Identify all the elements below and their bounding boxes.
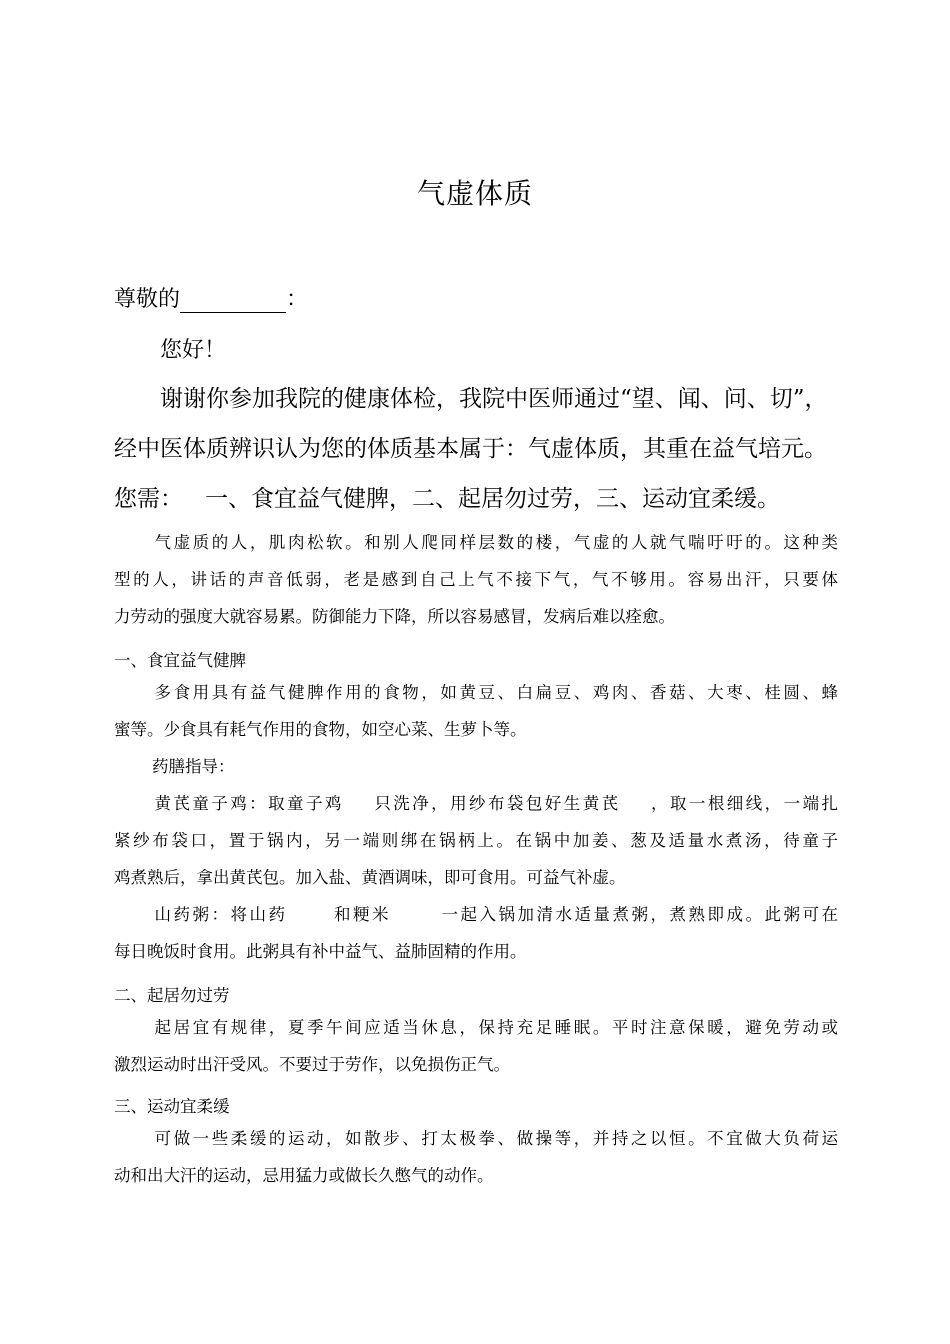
salutation-suffix: ：	[286, 287, 309, 312]
description-paragraph: 气虚质的人，肌肉松软。和别人爬同样层数的楼，气虚的人就气喘吁吁的。这种类 型的人，讲话的声音低弱，老是感到自己上气不接下气，气不够用。容易出汗，只要体 力劳动的强度大就容易累。防御能力下降，所以容易感冒，发病后难以痊愈。	[114, 533, 838, 626]
recipe-chicken: 黄芪童子鸡：取童子鸡 只洗净，用纱布袋包好生黄芪 ，取一根细线，一端扎 紧纱布袋口，置于锅内，另一端则绑在锅柄上。在锅中加姜、葱及适量水煮汤，待童子 鸡煮熟后，拿出黄芪包。加入盐、黄酒调味，即可食用。可益气补虚。	[114, 794, 839, 887]
section3-heading: 三、运动宜柔缓	[114, 1097, 230, 1116]
section2-paragraph: 起居宜有规律，夏季午间应适当休息，保持充足睡眠。平时注意保暖，避免劳动或 激烈运动时出汗受风。不要过于劳作，以免损伤正气。	[114, 1018, 838, 1074]
section2-heading: 二、起居勿过劳	[114, 986, 230, 1005]
salutation-prefix: 尊敬的	[114, 287, 181, 312]
recipe-porridge: 山药粥：将山药 和粳米 一起入锅加清水适量煮粥，煮熟即成。此粥可在 每日晚饭时食用。此粥具有补中益气、益肺固精的作用。	[114, 905, 838, 961]
guide-label: 药膳指导：	[152, 757, 235, 776]
intro-line-3: 您需： 一、食宜益气健脾，二、起居勿过劳，三、运动宜柔缓。	[114, 486, 780, 512]
section3-paragraph: 可做一些柔缓的运动，如散步、打太极拳、做操等，并持之以恒。不宜做大负荷运 动和出大汗的运动，忌用猛力或做长久憋气的动作。	[114, 1129, 838, 1185]
intro-line-2: 经中医体质辨识认为您的体质基本属于：气虚体质，其重在益气培元。	[114, 436, 827, 462]
salutation	[114, 282, 308, 313]
section1-heading: 一、食宜益气健脾	[114, 651, 246, 670]
section1-paragraph: 多食用具有益气健脾作用的食物，如黄豆、白扁豆、鸡肉、香菇、大枣、桂圆、蜂 蜜等。少食具有耗气作用的食物，如空心菜、生萝卜等。	[114, 683, 838, 739]
greeting: 您好！	[160, 338, 227, 363]
page-title: 气虚体质	[416, 177, 533, 210]
recipient-name-blank	[180, 286, 286, 313]
intro-line-1: 谢谢你参加我院的健康体检，我院中医师通过“望、闻、问、切”，	[160, 386, 828, 412]
